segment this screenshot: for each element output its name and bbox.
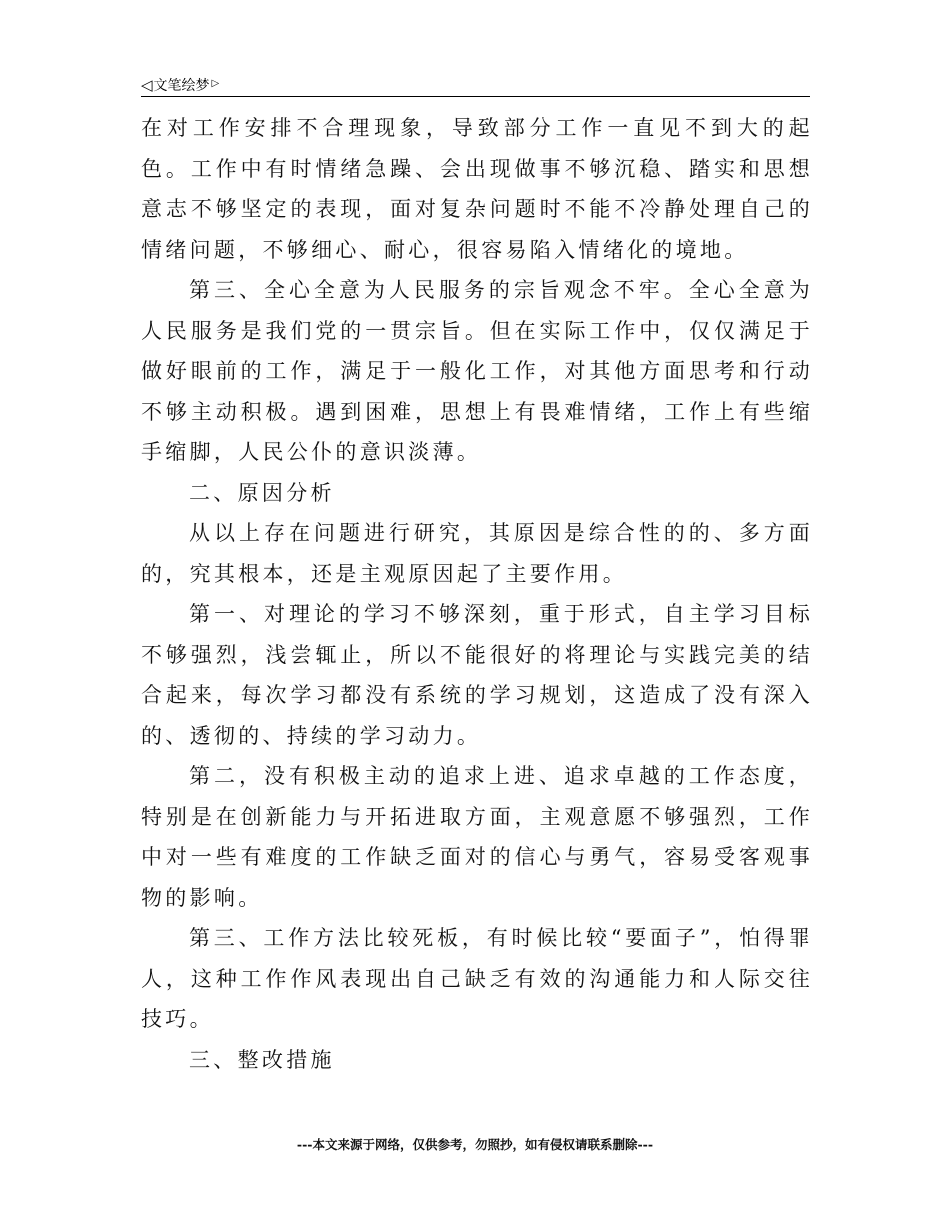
- paragraph-cause-second: 第二，没有积极主动的追求上进、追求卓越的工作态度，特别是在创新能力与开拓进取方面，主观意愿不够强烈，工作中对一些有难度的工作缺乏面对的信心与勇气，容易受客观事物的影响。: [141, 764, 813, 910]
- header-title: 文笔绘梦: [153, 78, 210, 94]
- section-heading-rectification: 三、整改措施: [189, 1047, 335, 1072]
- paragraph-cause-third: 第三、工作方法比较死板，有时候比较“要面子”，怕得罪人，这种工作作风表现出自己缺乏有效的沟通能力和人际交往技巧。: [141, 926, 813, 1031]
- section-heading-cause-analysis: 二、原因分析: [189, 480, 335, 505]
- page-header: [141, 74, 810, 97]
- paragraph-cause-intro: 从以上存在问题进行研究，其原因是综合性的的、多方面的，究其根本，还是主观原因起了主要作用。: [141, 521, 813, 586]
- paragraph-continuation: 在对工作安排不合理现象，导致部分工作一直见不到大的起色。工作中有时情绪急躁、会出现做事不够沉稳、踏实和思想意志不够坚定的表现，面对复杂问题时不能不冷静处理自己的情绪问题，不够细心、耐心，很容易陷入情绪化的境地。: [141, 116, 813, 262]
- page-footer: ---本文来源于网络，仅供参考，勿照抄，如有侵权请联系删除---: [296, 1137, 654, 1152]
- left-triangle-icon: ◁: [141, 76, 153, 94]
- paragraph-third-issue: 第三、全心全意为人民服务的宗旨观念不牢。全心全意为人民服务是我们党的一贯宗旨。但在实际工作中，仅仅满足于做好眼前的工作，满足于一般化工作，对其他方面思考和行动不够主动积极。遇到困难，思想上有畏难情绪，工作上有些缩手缩脚，人民公仆的意识淡薄。: [141, 278, 813, 464]
- document-body: [141, 108, 813, 1080]
- paragraph-cause-first: 第一、对理论的学习不够深刻，重于形式，自主学习目标不够强烈，浅尝辄止，所以不能很好的将理论与实践完美的结合起来，每次学习都没有系统的学习规划，这造成了没有深入的、透彻的、持续的学习动力。: [141, 602, 813, 748]
- right-triangle-icon: ▷: [211, 78, 220, 89]
